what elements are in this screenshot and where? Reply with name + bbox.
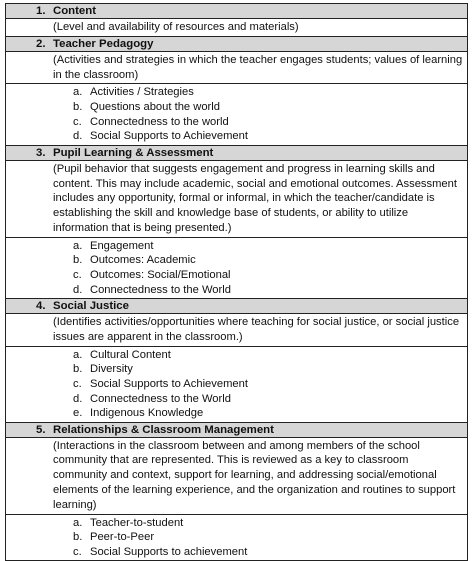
list-item [6,253,467,268]
list-item-letter: c. [73,545,82,558]
section-title: Content [53,5,97,17]
list-item-text: Teacher-to-student [90,516,184,529]
list-item [6,406,467,421]
list-item [6,348,467,363]
list-item-letter: e. [73,407,83,420]
section-item-list [6,515,467,561]
section-header [6,37,467,52]
section-number: 3. [36,146,46,159]
list-item-text: Indigenous Knowledge [90,407,204,420]
list-item-letter: d. [73,392,83,405]
list-item [6,377,467,392]
list-item [6,85,467,100]
section-description: (Pupil behavior that suggests engagement and progress in learning skills and content. This may include academic, social and emotional outcomes. Assessment includes any opportunity, formal or informal, in which the teacher/candidate is establishing the skill and knowledge base of students, or ability to utilize information that is being presented.) [6,161,467,238]
list-item-letter: a. [73,348,83,361]
rubric-table [5,3,468,561]
section-number: 4. [36,300,46,313]
list-item-text: Social Supports to achievement [90,545,248,558]
list-item-letter: d. [73,130,83,143]
list-item [6,545,467,560]
list-item-text: Peer-to-Peer [90,531,155,544]
section-description: (Identifies activities/opportunities where teaching for social justice, or social justice issues are apparent in the classroom.) [6,314,467,347]
list-item-letter: b. [73,100,83,113]
section-description: (Level and availability of resources and materials) [6,19,467,37]
list-item-text: Cultural Content [90,348,171,361]
section-header [6,4,467,19]
list-item [6,283,467,298]
section-number: 5. [36,423,46,436]
list-item-letter: a. [73,516,83,529]
section-title: Relationships & Classroom Management [53,423,274,436]
section-title: Pupil Learning & Assessment [53,146,214,159]
list-item-letter: c. [73,115,82,128]
section-header [6,146,467,161]
section-header [6,299,467,314]
list-item-letter: b. [73,254,83,267]
section-item-list [6,347,467,423]
list-item-letter: b. [73,363,83,376]
list-item-text: Questions about the world [90,100,220,113]
list-item [6,516,467,531]
list-item [6,530,467,545]
list-item-text: Connectedness to the world [90,115,229,128]
list-item [6,100,467,115]
section-title: Teacher Pedagogy [53,37,154,50]
list-item-letter: a. [73,86,83,99]
section-description: (Activities and strategies in which the teacher engages students; values of learning in the classroom) [6,52,467,85]
list-item-letter: a. [73,239,83,252]
list-item [6,392,467,407]
section-item-list [6,238,467,299]
list-item-text: Diversity [90,363,133,376]
list-item-text: Outcomes: Academic [90,254,196,267]
list-item [6,115,467,130]
list-item-letter: c. [73,268,82,281]
list-item [6,129,467,144]
list-item-text: Outcomes: Social/Emotional [90,268,231,281]
list-item-text: Activities / Strategies [90,86,194,99]
list-item-letter: c. [73,377,82,390]
list-item-text: Engagement [90,239,154,252]
list-item-letter: b. [73,531,83,544]
list-item-text: Social Supports to Achievement [90,377,248,390]
list-item [6,362,467,377]
section-title: Social Justice [53,300,129,313]
list-item-text: Connectedness to the World [90,392,231,405]
list-item [6,268,467,283]
list-item-text: Connectedness to the World [90,283,231,296]
section-number: 1. [36,5,46,17]
list-item [6,239,467,254]
section-description: (Interactions in the classroom between and among members of the school community that are represented. This is reviewed as a key to classroom community and context, support for learning, and addressing social/emotional elements of the learning experience, and the organization and routines to support learning) [6,438,467,515]
section-number: 2. [36,37,46,50]
list-item-text: Social Supports to Achievement [90,130,248,143]
list-item-letter: d. [73,283,83,296]
section-header [6,423,467,438]
section-item-list [6,84,467,145]
